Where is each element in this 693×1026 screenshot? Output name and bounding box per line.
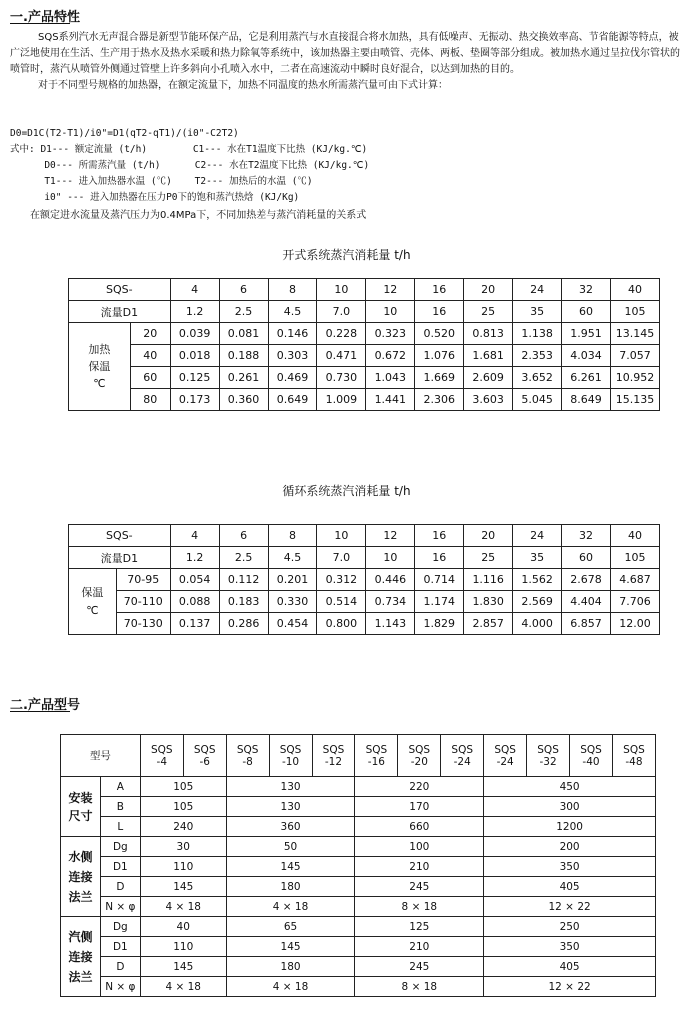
value-cell: 0.054 <box>170 569 219 591</box>
key-cell: D <box>100 957 140 977</box>
flow-cell: 25 <box>464 301 513 323</box>
model-cell: 24 <box>513 279 562 301</box>
flow-cell: 7.0 <box>317 301 366 323</box>
value-cell: 2.857 <box>464 613 513 635</box>
temp-cell: 70-95 <box>116 569 170 591</box>
value-cell: 4.034 <box>562 345 611 367</box>
value-cell: 0.813 <box>464 323 513 345</box>
value-cell: 30 <box>140 837 226 857</box>
table-row <box>69 569 660 591</box>
model-top: SQS <box>451 743 474 756</box>
model-cell: 32 <box>562 279 611 301</box>
model-label-cell: SQS- <box>69 279 171 301</box>
value-cell: 2.609 <box>464 367 513 389</box>
value-cell: 210 <box>355 937 484 957</box>
model-cell: 20 <box>464 525 513 547</box>
model-top: SQS <box>494 743 516 756</box>
value-cell: 0.146 <box>268 323 317 345</box>
value-cell: 1.669 <box>415 367 464 389</box>
value-cell: 0.112 <box>219 569 268 591</box>
model-cell: 12 <box>366 279 415 301</box>
value-cell: 145 <box>140 877 226 897</box>
relation-note: 在额定进水流量及蒸汽压力为0.4MPa下，不同加热差与蒸汽消耗量的关系式 <box>30 210 367 221</box>
table-row <box>61 735 656 777</box>
value-cell: 245 <box>355 877 484 897</box>
flow-cell: 4.5 <box>268 301 317 323</box>
model-cell: 8 <box>268 525 317 547</box>
model-cell: 8 <box>268 279 317 301</box>
model-cell <box>484 735 527 777</box>
model-cell: 16 <box>415 279 464 301</box>
key-cell: D <box>100 877 140 897</box>
model-bottom: -24 <box>496 755 514 768</box>
value-cell: 0.312 <box>317 569 366 591</box>
group-label-line: 加热 <box>88 343 111 356</box>
open-system-table <box>68 278 660 411</box>
flow-cell: 60 <box>562 547 611 569</box>
circulation-system-table <box>68 524 660 635</box>
value-cell: 1.174 <box>415 591 464 613</box>
flow-cell: 105 <box>610 301 659 323</box>
value-cell: 8 × 18 <box>355 897 484 917</box>
legend-line: T1--- 进入加热器水温 (℃) T2--- 加热后的水温 (℃) <box>10 176 313 187</box>
model-top: SQS <box>193 743 216 756</box>
value-cell: 1.951 <box>562 323 611 345</box>
flow-cell: 105 <box>611 547 660 569</box>
value-cell: 1.043 <box>366 367 415 389</box>
temp-cell: 60 <box>130 367 170 389</box>
value-cell: 0.188 <box>219 345 268 367</box>
value-cell: 4.687 <box>611 569 660 591</box>
value-cell: 0.734 <box>366 591 415 613</box>
value-cell: 0.800 <box>317 613 366 635</box>
value-cell: 110 <box>140 937 226 957</box>
model-cell: 4 <box>170 279 219 301</box>
value-cell: 0.454 <box>268 613 317 635</box>
value-cell: 105 <box>140 777 226 797</box>
model-cell <box>226 735 269 777</box>
flow-cell: 10 <box>366 301 415 323</box>
value-cell: 65 <box>226 917 355 937</box>
model-top: SQS <box>236 743 259 756</box>
key-cell: L <box>100 817 140 837</box>
table-row <box>61 837 656 857</box>
model-bottom: -12 <box>324 755 343 768</box>
model-top: SQS <box>150 743 173 756</box>
value-cell: 350 <box>484 857 656 877</box>
value-cell: 0.649 <box>268 389 317 411</box>
value-cell: 0.081 <box>219 323 268 345</box>
value-cell: 0.469 <box>268 367 317 389</box>
model-bottom: -10 <box>281 755 300 768</box>
value-cell: 4 × 18 <box>140 977 226 997</box>
group-label-line: 连接 <box>68 869 93 884</box>
flow-cell: 1.2 <box>170 301 219 323</box>
value-cell: 405 <box>484 957 656 977</box>
value-cell: 1.562 <box>513 569 562 591</box>
model-bottom: -40 <box>582 755 600 768</box>
value-cell: 405 <box>484 877 656 897</box>
intro-text: SQS系列汽水无声混合器是新型节能环保产品，它是利用蒸汽与水直接混合将水加热，具有低噪声、无振动、热交换效率高、节省能源等特点，被广泛地使用在生活、生产用于热水及热水采暖和热力除氧等系统中，该加热器主要由喷管、壳体、两板、垫圈等部分组成。被加热水通过呈拉伐尔管状的喷管时，蒸汽从喷管外侧通过管壁上许多斜向小孔喷入水中，二者在高速流动中瞬时良好混合，以达到加热的目的。 <box>10 32 680 75</box>
group-label-line: 水侧 <box>68 849 93 864</box>
model-top: SQS <box>623 743 645 756</box>
model-bottom: -6 <box>199 755 210 768</box>
model-cell: 24 <box>513 525 562 547</box>
group-label-cell <box>69 569 117 635</box>
legend-line: 式中: D1--- 额定流量 (t/h) C1--- 水在T1温度下比热 (KJ/kg.℃) <box>10 144 368 155</box>
section-2-heading-text: 二.产品型号 <box>10 698 80 713</box>
value-cell: 200 <box>484 837 656 857</box>
model-cell <box>355 735 398 777</box>
value-cell: 0.714 <box>415 569 464 591</box>
value-cell: 50 <box>226 837 355 857</box>
table-row <box>69 591 660 613</box>
model-top: SQS <box>365 743 388 756</box>
value-cell: 15.135 <box>610 389 659 411</box>
model-cell <box>312 735 355 777</box>
table-row <box>61 797 656 817</box>
group-label-line: ℃ <box>86 603 99 617</box>
table-row <box>61 817 656 837</box>
value-cell: 145 <box>140 957 226 977</box>
model-cell: 32 <box>562 525 611 547</box>
table-row <box>61 937 656 957</box>
value-cell: 0.173 <box>170 389 219 411</box>
model-cell <box>398 735 441 777</box>
group-label-line: 尺寸 <box>68 808 93 823</box>
formula: D0=D1C(T2-T1)/i0"=D1(qT2-qT1)/(i0"-C2T2) <box>10 128 239 139</box>
intro-paragraph <box>10 30 686 94</box>
section-1-heading <box>10 6 80 25</box>
model-cell: 16 <box>415 525 464 547</box>
model-top: SQS <box>537 743 559 756</box>
model-top: SQS <box>408 743 431 756</box>
value-cell: 0.183 <box>219 591 268 613</box>
model-cell <box>441 735 484 777</box>
value-cell: 180 <box>226 877 355 897</box>
temp-cell: 40 <box>130 345 170 367</box>
model-cell <box>527 735 570 777</box>
value-cell: 0.471 <box>317 345 366 367</box>
value-cell: 1200 <box>484 817 656 837</box>
value-cell: 0.228 <box>317 323 366 345</box>
value-cell: 350 <box>484 937 656 957</box>
value-cell: 1.681 <box>464 345 513 367</box>
value-cell: 10.952 <box>610 367 659 389</box>
model-header-cell: 型号 <box>61 735 141 777</box>
value-cell: 0.520 <box>415 323 464 345</box>
value-cell: 12 × 22 <box>484 977 656 997</box>
flow-label-cell: 流量D1 <box>69 301 171 323</box>
value-cell: 0.672 <box>366 345 415 367</box>
flow-cell: 2.5 <box>219 301 268 323</box>
table-row <box>61 977 656 997</box>
value-cell: 210 <box>355 857 484 877</box>
model-bottom: -4 <box>156 755 168 768</box>
table-row <box>61 877 656 897</box>
flow-cell: 35 <box>513 547 562 569</box>
model-bottom: -24 <box>453 755 471 768</box>
temp-cell: 20 <box>130 323 170 345</box>
value-cell: 130 <box>226 777 355 797</box>
value-cell: 145 <box>226 857 355 877</box>
key-cell: Dg <box>100 917 140 937</box>
temp-cell: 70-110 <box>116 591 170 613</box>
table-row <box>69 345 660 367</box>
value-cell: 1.829 <box>415 613 464 635</box>
group-label-line: 法兰 <box>68 969 93 984</box>
table-row <box>69 613 660 635</box>
table-row <box>69 389 660 411</box>
value-cell: 0.201 <box>268 569 317 591</box>
value-cell: 5.045 <box>513 389 562 411</box>
value-cell: 2.678 <box>562 569 611 591</box>
value-cell: 40 <box>140 917 226 937</box>
group-label-cell <box>69 323 131 411</box>
table-row <box>61 857 656 877</box>
value-cell: 0.018 <box>170 345 219 367</box>
section-1-heading-text: 一.产品特性 <box>10 10 80 25</box>
value-cell: 105 <box>140 797 226 817</box>
model-bottom: -16 <box>367 755 385 768</box>
key-cell: B <box>100 797 140 817</box>
flow-cell: 16 <box>415 301 464 323</box>
value-cell: 125 <box>355 917 484 937</box>
group-label-cell <box>61 917 101 997</box>
value-cell: 0.039 <box>170 323 219 345</box>
value-cell: 7.706 <box>611 591 660 613</box>
value-cell: 12.00 <box>611 613 660 635</box>
value-cell: 145 <box>226 937 355 957</box>
value-cell: 0.286 <box>219 613 268 635</box>
value-cell: 1.138 <box>513 323 562 345</box>
value-cell: 240 <box>140 817 226 837</box>
table-row <box>61 957 656 977</box>
value-cell: 6.857 <box>562 613 611 635</box>
value-cell: 1.009 <box>317 389 366 411</box>
value-cell: 660 <box>355 817 484 837</box>
value-cell: 450 <box>484 777 656 797</box>
value-cell: 220 <box>355 777 484 797</box>
model-cell <box>140 735 183 777</box>
value-cell: 6.261 <box>562 367 611 389</box>
value-cell: 100 <box>355 837 484 857</box>
value-cell: 250 <box>484 917 656 937</box>
table-row <box>61 777 656 797</box>
table-2-caption: 循环系统蒸汽消耗量 t/h <box>282 484 411 498</box>
key-cell: N × φ <box>100 897 140 917</box>
model-cell: 10 <box>317 525 366 547</box>
model-cell <box>570 735 613 777</box>
table-row <box>69 279 660 301</box>
heading-underline <box>10 711 70 712</box>
table-row <box>61 897 656 917</box>
value-cell: 0.261 <box>219 367 268 389</box>
flow-label-cell: 流量D1 <box>69 547 171 569</box>
value-cell: 0.446 <box>366 569 415 591</box>
value-cell: 4 × 18 <box>226 977 355 997</box>
value-cell: 170 <box>355 797 484 817</box>
table-row <box>69 323 660 345</box>
value-cell: 8.649 <box>562 389 611 411</box>
temp-cell: 70-130 <box>116 613 170 635</box>
model-cell: 4 <box>170 525 219 547</box>
group-label-line: 连接 <box>68 949 93 964</box>
value-cell: 4 × 18 <box>140 897 226 917</box>
value-cell: 2.569 <box>513 591 562 613</box>
value-cell: 1.116 <box>464 569 513 591</box>
table-row <box>69 525 660 547</box>
flow-cell: 1.2 <box>170 547 219 569</box>
legend-line: D0--- 所需蒸汽量 (t/h) C2--- 水在T2温度下比热 (KJ/kg.℃) <box>10 160 370 171</box>
flow-cell: 4.5 <box>268 547 317 569</box>
group-label-cell <box>61 837 101 917</box>
value-cell: 180 <box>226 957 355 977</box>
group-label-line: 法兰 <box>68 889 93 904</box>
group-label-line: 保温 <box>81 585 104 599</box>
value-cell: 0.125 <box>170 367 219 389</box>
value-cell: 7.057 <box>610 345 659 367</box>
key-cell: A <box>100 777 140 797</box>
flow-cell: 25 <box>464 547 513 569</box>
model-cell: 20 <box>464 279 513 301</box>
value-cell: 13.145 <box>610 323 659 345</box>
model-bottom: -48 <box>625 755 643 768</box>
model-cell <box>183 735 226 777</box>
flow-cell: 35 <box>513 301 562 323</box>
value-cell: 0.303 <box>268 345 317 367</box>
group-label-line: ℃ <box>93 377 106 390</box>
model-top: SQS <box>322 743 345 756</box>
value-cell: 4.404 <box>562 591 611 613</box>
heading-underline <box>10 23 70 24</box>
key-cell: D1 <box>100 857 140 877</box>
model-bottom: -8 <box>242 755 253 768</box>
model-label-cell: SQS- <box>69 525 171 547</box>
flow-cell: 60 <box>562 301 611 323</box>
legend-line: i0" --- 进入加热器在压力P0下的饱和蒸汽热焓 (KJ/Kg) <box>10 192 300 203</box>
model-cell: 40 <box>610 279 659 301</box>
value-cell: 0.088 <box>170 591 219 613</box>
calc-intro-text: 对于不同型号规格的加热器，在额定流量下，加热不同温度的热水所需蒸汽量可由下式计算： <box>38 80 448 91</box>
model-cell: 40 <box>611 525 660 547</box>
group-label-cell <box>61 777 101 837</box>
model-cell: 6 <box>219 279 268 301</box>
table-row <box>69 547 660 569</box>
product-model-table <box>60 734 656 997</box>
table-row <box>69 301 660 323</box>
model-cell <box>269 735 312 777</box>
value-cell: 1.143 <box>366 613 415 635</box>
value-cell: 2.353 <box>513 345 562 367</box>
table-row <box>61 917 656 937</box>
flow-cell: 16 <box>415 547 464 569</box>
value-cell: 3.652 <box>513 367 562 389</box>
value-cell: 0.330 <box>268 591 317 613</box>
value-cell: 0.360 <box>219 389 268 411</box>
section-2-heading <box>10 694 80 713</box>
key-cell: N × φ <box>100 977 140 997</box>
value-cell: 4 × 18 <box>226 897 355 917</box>
value-cell: 1.441 <box>366 389 415 411</box>
flow-cell: 2.5 <box>219 547 268 569</box>
value-cell: 0.730 <box>317 367 366 389</box>
model-cell: 10 <box>317 279 366 301</box>
temp-cell: 80 <box>130 389 170 411</box>
value-cell: 360 <box>226 817 355 837</box>
table-1-caption: 开式系统蒸汽消耗量 t/h <box>282 248 411 262</box>
model-bottom: -32 <box>539 755 557 768</box>
value-cell: 1.076 <box>415 345 464 367</box>
value-cell: 245 <box>355 957 484 977</box>
value-cell: 3.603 <box>464 389 513 411</box>
key-cell: D1 <box>100 937 140 957</box>
group-label-line: 安装 <box>68 790 93 805</box>
model-top: SQS <box>580 743 602 756</box>
flow-cell: 7.0 <box>317 547 366 569</box>
value-cell: 0.514 <box>317 591 366 613</box>
value-cell: 0.323 <box>366 323 415 345</box>
model-top: SQS <box>279 743 302 756</box>
value-cell: 8 × 18 <box>355 977 484 997</box>
model-cell <box>612 735 655 777</box>
value-cell: 300 <box>484 797 656 817</box>
model-bottom: -20 <box>410 755 428 768</box>
flow-cell: 10 <box>366 547 415 569</box>
value-cell: 12 × 22 <box>484 897 656 917</box>
value-cell: 110 <box>140 857 226 877</box>
value-cell: 0.137 <box>170 613 219 635</box>
group-label-line: 保温 <box>88 360 111 373</box>
value-cell: 1.830 <box>464 591 513 613</box>
model-cell: 6 <box>219 525 268 547</box>
value-cell: 130 <box>226 797 355 817</box>
group-label-line: 汽侧 <box>68 929 93 944</box>
value-cell: 2.306 <box>415 389 464 411</box>
formula-block <box>10 126 369 206</box>
table-row <box>69 367 660 389</box>
model-cell: 12 <box>366 525 415 547</box>
value-cell: 4.000 <box>513 613 562 635</box>
key-cell: Dg <box>100 837 140 857</box>
